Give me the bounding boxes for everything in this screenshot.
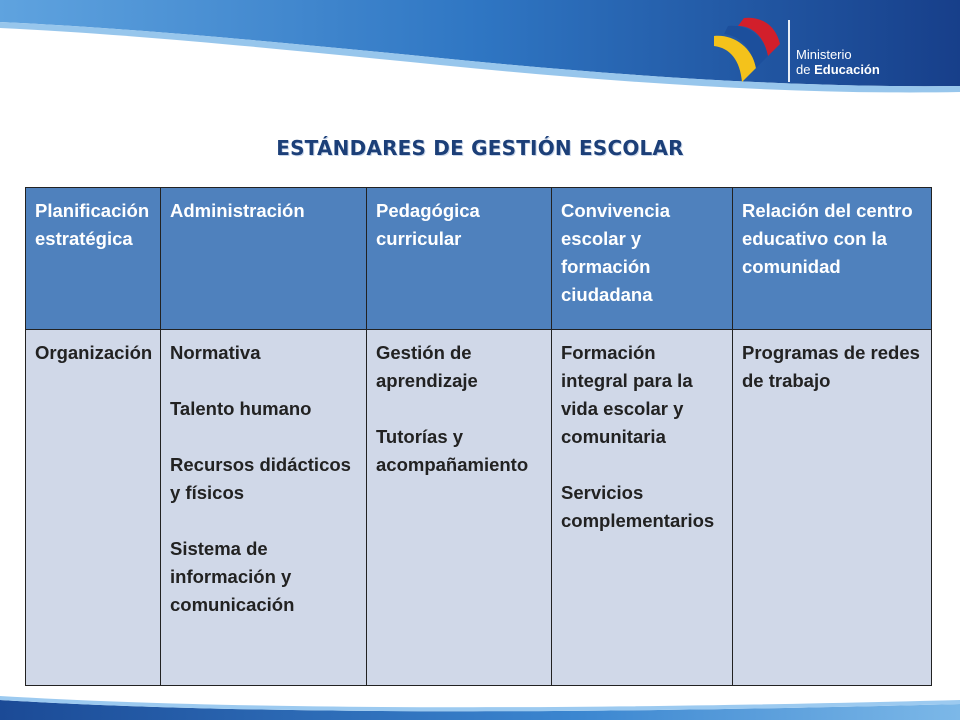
header-pedagogica: Pedagógica curricular (367, 188, 552, 330)
list-item: Formación integral para la vida escolar y comunitaria (561, 342, 693, 447)
list-item: Organización (35, 342, 153, 363)
list-item: Tutorías y acompañamiento (376, 426, 529, 475)
logo-line2 (796, 62, 880, 77)
logo-line1: Ministerio (796, 47, 852, 62)
ministry-logo-text (796, 47, 880, 77)
cell-relacion (733, 330, 932, 686)
standards-table (25, 187, 932, 686)
list-item: Normativa (170, 342, 261, 363)
list-item: Programas de redes de trabajo (742, 342, 920, 391)
logo-line2-bold: Educación (814, 62, 880, 77)
list-item: Recursos didácticos y físicos (170, 454, 351, 503)
list-item: Talento humano (170, 398, 312, 419)
cell-convivencia (552, 330, 733, 686)
logo-line2-prefix: de (796, 62, 815, 77)
header-convivencia: Convivencia escolar y formación ciudadana (552, 188, 733, 330)
header-administracion: Administración (161, 188, 367, 330)
cell-planificacion (26, 330, 161, 686)
footer-wave-band (0, 640, 960, 720)
list-item: Sistema de información y comunicación (170, 538, 295, 615)
table-header-row (26, 188, 932, 330)
list-item: Servicios complementarios (561, 482, 715, 531)
list-item: Gestión de aprendizaje (376, 342, 478, 391)
cell-pedagogica (367, 330, 552, 686)
header-planificacion: Planificación estratégica (26, 188, 161, 330)
header-relacion: Relación del centro educativo con la comunidad (733, 188, 932, 330)
cell-administracion (161, 330, 367, 686)
slide-title: ESTÁNDARES DE GESTIÓN ESCOLAR (276, 136, 684, 160)
table-row (26, 330, 932, 686)
